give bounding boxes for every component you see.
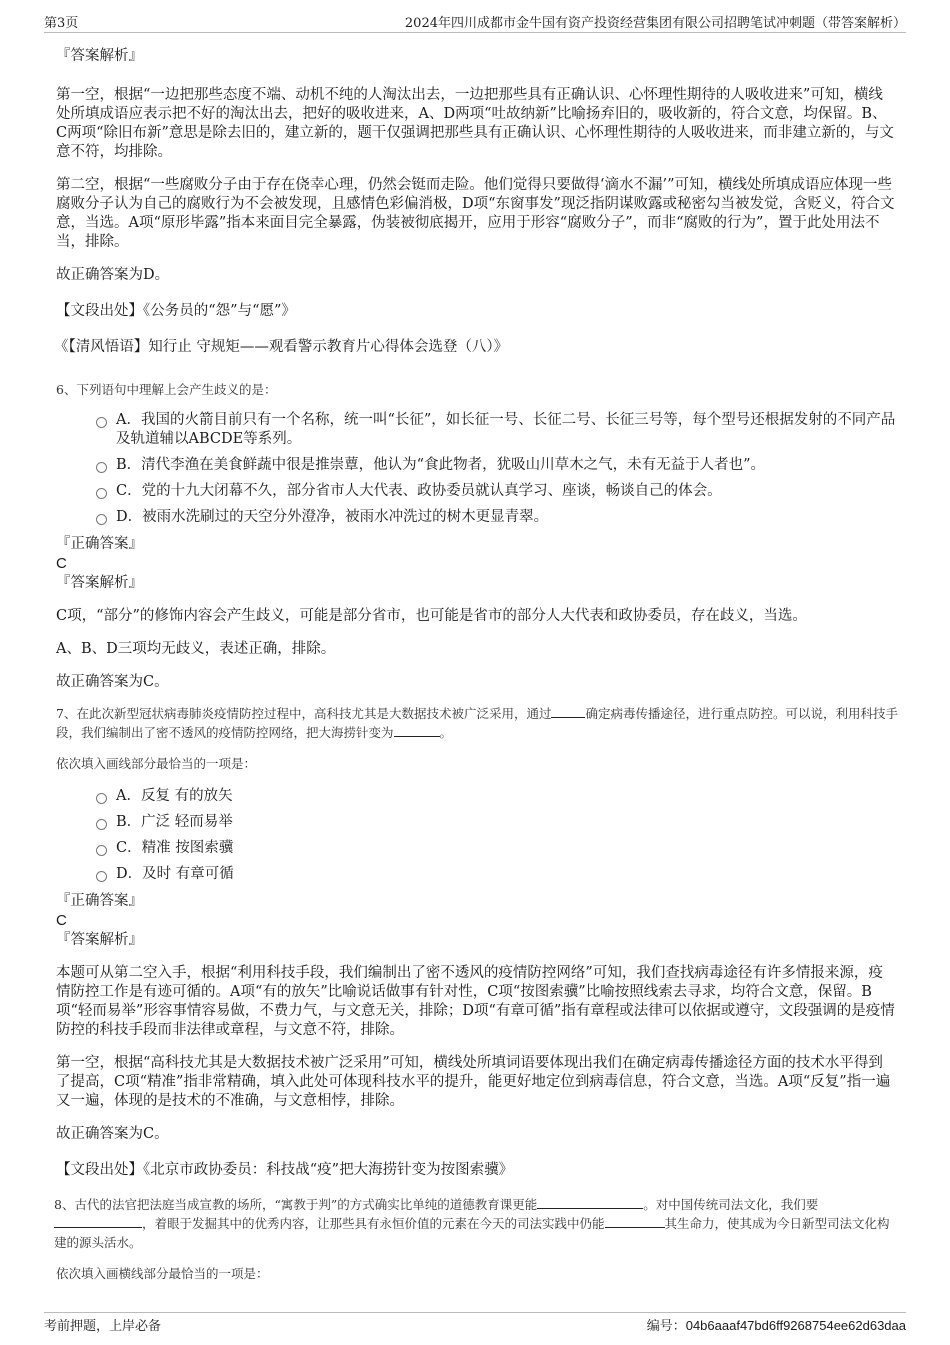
option-text: D．被雨水洗刷过的天空分外澄净，被雨水冲洗过的树木更显青翠。	[116, 509, 549, 525]
option-d[interactable]	[96, 508, 896, 527]
question-instruction: 依次填入画横线部分最恰当的一项是：	[56, 1266, 269, 1281]
conclusion: 故正确答案为C。	[56, 1126, 169, 1142]
option-text: A．反复 有的放矢	[116, 788, 233, 804]
question-stem: 7、在此次新型冠状病毒肺炎疫情防控过程中，高科技尤其是大数据技术被广泛采用，通过 确定病毒传播途径，进行重点防控。可以说，利用科技手段，我们编制出了密不透风的疫情防控网络，把大海捞针变为 。	[56, 706, 898, 740]
analysis-label: 『答案解析』	[56, 932, 143, 948]
options-list	[96, 411, 896, 527]
document-code: 编号：04b6aaaf47bd6ff9268754ee62d63daa	[646, 1317, 906, 1334]
option-a[interactable]	[96, 411, 896, 449]
analysis-paragraph: 第一空，根据“一边把那些态度不端、动机不纯的人淘汰出去，一边把那些具有正确认识、心怀理性期待的人吸收进来”可知，横线处所填成语应表示把不好的淘汰出去，把好的吸收进来，A、D两项“吐故纳新”比喻扬弃旧的，吸收新的，符合文意，均保留。B、C两项“除旧布新”意思是除去旧的，建立新的，题干仅强调把那些具有正确认识、心怀理性期待的人吸收进来，而非建立新的，与文意不符，均排除。	[56, 87, 894, 160]
radio-icon[interactable]	[96, 488, 107, 499]
page-header	[44, 12, 906, 33]
document-title: 2024年四川成都市金牛国有资产投资经营集团有限公司招聘笔试冲刺题（带答案解析）	[404, 16, 906, 31]
conclusion: 故正确答案为C。	[56, 674, 169, 690]
conclusion: 故正确答案为D。	[56, 267, 170, 283]
radio-icon[interactable]	[96, 871, 107, 882]
radio-icon[interactable]	[96, 819, 107, 830]
fill-blank	[551, 705, 585, 718]
option-c[interactable]	[96, 839, 896, 858]
correct-answer: C	[56, 555, 67, 572]
analysis-label: 『答案解析』	[56, 48, 143, 64]
correct-answer: C	[56, 912, 67, 929]
option-b[interactable]	[96, 813, 896, 832]
document-body	[56, 46, 896, 1283]
correct-answer-label: 『正确答案』	[56, 536, 143, 552]
option-text: D．及时 有章可循	[116, 866, 234, 882]
page-footer	[44, 1312, 906, 1335]
source-citation: 【文段出处】《公务员的“怨”与“愿”》	[56, 303, 296, 319]
analysis-paragraph: 本题可从第二空入手，根据“利用科技手段，我们编制出了密不透风的疫情防控网络”可知，我们查找病毒途径有许多情报来源，疫情防控工作是有迹可循的。A项“有的放矢”比喻说话做事有针对性，C项“按图索骥”比喻按照线索去寻求，均符合文意，保留。B项“轻而易举”形容事情容易做，不费力气，与文意无关，排除；D项“有章可循”指有章程或法律可以依据或遵守，文段强调的是疫情防控的科技手段而非法律或章程，与文意不符，排除。	[56, 965, 895, 1038]
option-c[interactable]	[96, 482, 896, 501]
radio-icon[interactable]	[96, 417, 107, 428]
analysis-paragraph: 第一空，根据“高科技尤其是大数据技术被广泛采用”可知，横线处所填词语要体现出我们在确定病毒传播途径方面的技术水平得到了提高，C项“精准”指非常精确，填入此处可体现科技水平的提升，能更好地定位到病毒信息，符合文意，当选。A项“反复”指一遍又一遍，体现的是技术的不准确，与文意相悖，排除。	[56, 1055, 891, 1109]
option-d[interactable]	[96, 865, 896, 884]
option-text: A．我国的火箭目前只有一个名称，统一叫“长征”，如长征一号、长征二号、长征三号等，每个型号还根据发射的不同产品及轨道辅以ABCDE等系列。	[116, 412, 896, 447]
options-list	[96, 787, 896, 884]
radio-icon[interactable]	[96, 514, 107, 525]
question-stem: 6、下列语句中理解上会产生歧义的是：	[56, 382, 277, 397]
option-a[interactable]	[96, 787, 896, 806]
fill-blank	[54, 1215, 142, 1228]
radio-icon[interactable]	[96, 793, 107, 804]
option-text: B．广泛 轻而易举	[116, 814, 233, 830]
correct-answer-label: 『正确答案』	[56, 893, 143, 909]
option-text: C．精准 按图索骥	[116, 840, 234, 856]
analysis-paragraph: C项，“部分”的修饰内容会产生歧义，可能是部分省市，也可能是省市的部分人大代表和政协委员，存在歧义，当选。	[56, 608, 807, 624]
analysis-paragraph: A、B、D三项均无歧义，表述正确，排除。	[56, 641, 336, 657]
source-link[interactable]: 《【清风悟语】知行止 守规矩——观看警示教育片心得体会选登（八）》	[54, 339, 509, 355]
footer-slogan: 考前押题，上岸必备	[44, 1318, 162, 1334]
question-instruction: 依次填入画线部分最恰当的一项是：	[56, 756, 257, 771]
question-stem: 8、古代的法官把法庭当成宣教的场所，“寓教于判”的方式确实比单纯的道德教育课更能 。对中国传统司法文化，我们要，着眼于发掘其中的优秀内容，让那些具有永恒价值的元素在今天的司法实践中仍能 其生命力，使其成为今日新型司法文化构建的源头活水。	[54, 1197, 890, 1250]
source-citation: 【文段出处】《北京市政协委员：科技战“疫”把大海捞针变为按图索骥》	[56, 1162, 514, 1178]
radio-icon[interactable]	[96, 462, 107, 473]
fill-blank	[537, 1196, 643, 1209]
option-text: C．党的十九大闭幕不久，部分省市人大代表、政协委员就认真学习、座谈，畅谈自己的体会。	[116, 483, 722, 499]
fill-blank	[394, 724, 440, 737]
radio-icon[interactable]	[96, 845, 107, 856]
page-number: 第3页	[44, 16, 79, 31]
fill-blank	[605, 1215, 665, 1228]
option-text: B．清代李渔在美食鲜蔬中很是推崇蕈，他认为“食此物者，犹吸山川草木之气，未有无益于人者也”。	[116, 457, 765, 473]
analysis-label: 『答案解析』	[56, 575, 143, 591]
option-b[interactable]	[96, 456, 896, 475]
analysis-paragraph: 第二空，根据“一些腐败分子由于存在侥幸心理，仍然会铤而走险。他们觉得只要做得‘滴水不漏’”可知，横线处所填成语应体现一些腐败分子认为自己的腐败行为不会被发现，且感情色彩偏消极，D项“东窗事发”现泛指阴谋败露或秘密勾当被发觉，含贬义，符合文意，当选。A项“原形毕露”指本来面目完全暴露，伪装被彻底揭开，应用于形容“腐败分子”，而非“腐败的行为”，置于此处用法不当，排除。	[56, 177, 895, 250]
